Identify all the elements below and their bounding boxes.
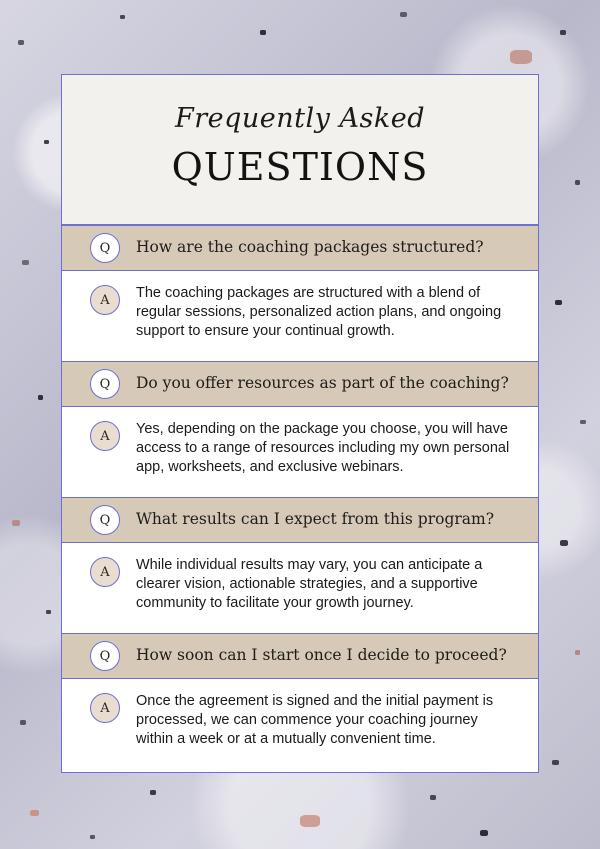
question-badge-icon: Q xyxy=(90,505,120,535)
faq-question-row xyxy=(62,497,538,543)
faq-answer-row xyxy=(62,679,538,771)
faq-answer-row xyxy=(62,543,538,633)
question-badge-icon: Q xyxy=(90,369,120,399)
faq-answer-row xyxy=(62,271,538,361)
question-badge-icon: Q xyxy=(90,641,120,671)
faq-question: How soon can I start once I decide to proceed? xyxy=(136,646,507,664)
page-title: QUESTIONS xyxy=(171,145,429,189)
answer-badge-icon: A xyxy=(90,421,120,451)
answer-badge-icon: A xyxy=(90,285,120,315)
faq-answer: Yes, depending on the package you choose, you will have access to a range of resources including my own personal app, worksheets, and exclusive webinars. xyxy=(136,421,510,475)
title-script: Frequently Asked xyxy=(175,103,425,134)
faq-card xyxy=(61,74,539,773)
faq-question: Do you offer resources as part of the coaching? xyxy=(136,374,509,392)
faq-answer: Once the agreement is signed and the initial payment is processed, we can commence your coaching journey within a week or at a mutually convenient time. xyxy=(136,693,494,747)
faq-question-row xyxy=(62,361,538,407)
faq-question: What results can I expect from this program? xyxy=(136,510,495,528)
faq-header xyxy=(62,75,538,225)
question-badge-icon: Q xyxy=(90,233,120,263)
faq-answer: While individual results may vary, you can anticipate a clearer vision, actionable strategies, and a supportive community to facilitate your growth journey. xyxy=(136,557,483,611)
faq-question: How are the coaching packages structured? xyxy=(136,238,484,256)
faq-question-row xyxy=(62,633,538,679)
faq-answer-row xyxy=(62,407,538,497)
faq-question-row xyxy=(62,225,538,271)
faq-answer: The coaching packages are structured with a blend of regular sessions, personalized action plans, and ongoing support to ensure your continual growth. xyxy=(136,285,502,339)
answer-badge-icon: A xyxy=(90,693,120,723)
answer-badge-icon: A xyxy=(90,557,120,587)
